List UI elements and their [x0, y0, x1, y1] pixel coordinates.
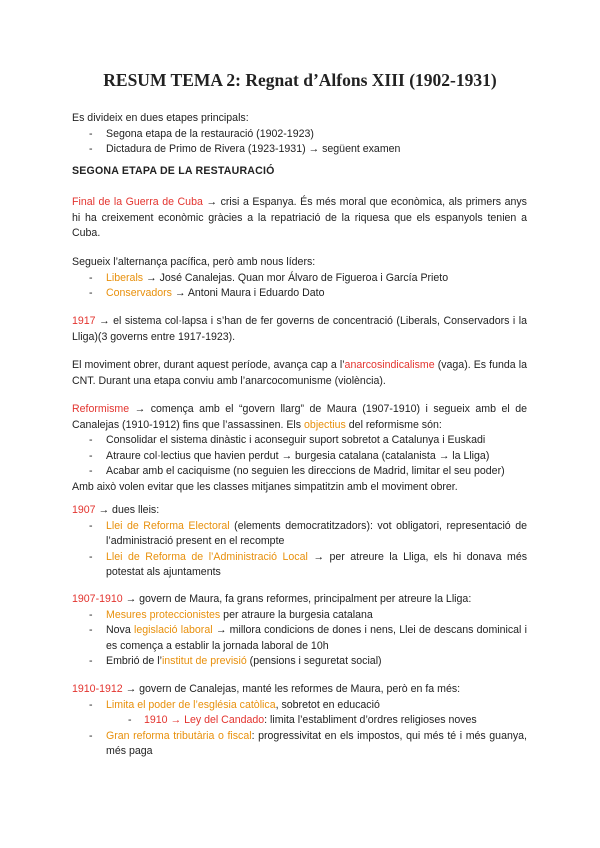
paragraph-text: → govern de Canalejas, manté les reformes de Maura, però en fa més:	[122, 683, 461, 695]
highlight-orange: Llei de Reforma de l’Administració Local	[106, 550, 308, 563]
highlight-orange: legislació laboral	[133, 624, 213, 637]
item-text: → Antoni Maura i Eduardo Dato	[171, 287, 325, 300]
intro-text: Es divideix en dues etapes principals:	[72, 112, 249, 124]
paragraph-reformisme	[72, 402, 527, 496]
highlight-orange: institut de previsió	[161, 655, 247, 668]
paragraph-1917	[72, 314, 527, 345]
list-item	[72, 654, 527, 670]
highlight-red: 1907-1910	[72, 593, 123, 605]
paragraph-text	[72, 402, 527, 433]
leaders-list	[72, 271, 527, 302]
highlight-red: 1910	[144, 714, 168, 727]
highlight-red: Final de la Guerra de Cuba	[72, 196, 203, 208]
highlight-orange: Limita el poder de l’església catòlica	[106, 698, 276, 711]
item-text: (elements democratitzadors): vot obligatori, representació de l’administració present en el recompte	[106, 519, 527, 548]
laws-list	[72, 519, 527, 581]
paragraph-text: → govern de Maura, fa grans reformes, principalment per atreure la Lliga:	[122, 593, 472, 605]
item-text: Embrió de l’	[106, 655, 162, 668]
highlight-orange: Liberals	[106, 271, 144, 284]
list-item	[72, 698, 527, 714]
paragraph-canalejas	[72, 682, 527, 760]
item-text: (pensions i seguretat social)	[246, 655, 382, 668]
list-item	[72, 271, 527, 287]
highlight-red: 1917	[72, 315, 96, 327]
intro-list	[72, 127, 527, 158]
item-text: → millora condicions de dones i nens, Llei de descans dominical i es comença a establir la jornada laboral de 10h	[106, 624, 527, 652]
page-title: RESUM TEMA 2: Regnat d’Alfons XIII (1902-1931)	[103, 70, 497, 90]
list-item	[72, 729, 527, 760]
paragraph-text: → crisi a Espanya. És més moral que econòmica, als primers anys hi ha creixement econòmic gràcies a la repatriació de la riquesa que els espanyols tenien a Cuba.	[72, 196, 527, 240]
paragraph-text: → comença amb el “govern llarg” de Maura (1907-1910) i segueix amb el de Canalejas (1910-1912) fins que l’assassinen. Els	[72, 403, 527, 431]
paragraph-text	[72, 503, 527, 519]
paragraph-tail: Amb això volen evitar que les classes mitjanes simpatitzin amb el moviment obrer.	[72, 480, 458, 493]
paragraph-cuba	[72, 195, 527, 242]
canalejas-reforms-list	[72, 698, 527, 760]
highlight-orange: Conservadors	[106, 287, 172, 300]
item-text: → José Canalejas. Quan mor Álvaro de Figueroa i García Prieto	[143, 271, 449, 284]
list-item: - Acabar amb el caciquisme (no seguien les direccions de Madrid, limitar el seu poder)	[72, 464, 527, 480]
highlight-red: Ley del Candado	[184, 714, 265, 727]
highlight-red: 1907	[72, 504, 96, 516]
paragraph-text: Segueix l’alternança pacífica, però amb nous líders:	[72, 256, 316, 268]
paragraph-text: del reformisme són:	[345, 418, 442, 431]
list-item: - Consolidar el sistema dinàstic i aconseguir suport sobretot a Catalunya i Euskadi	[72, 433, 527, 449]
item-text: , sobretot en educació	[275, 698, 380, 711]
paragraph-text	[72, 592, 527, 608]
paragraph-text: → dues lleis:	[95, 504, 160, 516]
highlight-orange: Gran reforma tributària o fiscal	[106, 729, 252, 742]
list-item	[72, 623, 527, 654]
maura-reforms-list	[72, 608, 527, 670]
paragraph-text: El moviment obrer, durant aquest període, avança cap a l’	[72, 359, 345, 371]
item-text: : limita l’establiment d’ordres religioses noves	[264, 714, 477, 727]
paragraph-1907	[72, 503, 527, 581]
highlight-red: 1910-1912	[72, 683, 123, 695]
item-text: : progressivitat en els impostos, qui més té i més guanya, més paga	[106, 729, 527, 758]
highlight-red: Reformisme	[72, 403, 130, 415]
highlight-red: anarcosindicalisme	[344, 359, 435, 371]
paragraph-moviment-obrer	[72, 358, 527, 389]
item-text: Nova	[106, 624, 134, 637]
list-item	[72, 608, 527, 624]
highlight-orange: Llei de Reforma Electoral	[106, 519, 230, 532]
list-item: - Dictadura de Primo de Rivera (1923-1931) → següent examen	[72, 142, 527, 158]
paragraph-maura	[72, 592, 527, 670]
list-item: - Segona etapa de la restauració (1902-1923)	[72, 127, 527, 143]
item-text: per atraure la burgesia catalana	[220, 608, 373, 621]
section-heading: SEGONA ETAPA DE LA RESTAURACIÓ	[72, 165, 275, 177]
paragraph-alternanca	[72, 255, 527, 302]
list-item	[72, 550, 527, 581]
paragraph-text: → el sistema col·lapsa i s’han de fer governs de concentració (Liberals, Conservadors i la Lliga)(3 governs entre 1917-1923).	[72, 315, 527, 343]
arrow: →	[167, 714, 185, 727]
paragraph-text	[72, 682, 527, 698]
list-item: - Atraure col·lectius que havien perdut → burgesia catalana (catalanista → la Lliga)	[72, 449, 527, 465]
objectives-list	[72, 433, 527, 480]
paragraph-text: (vaga). Es funda la CNT. Durant una etapa conviu amb l’anarcocomunisme (violència).	[72, 359, 527, 387]
highlight-orange: objectius	[304, 418, 346, 431]
highlight-orange: Mesures proteccionistes	[106, 608, 221, 621]
list-item	[72, 519, 527, 550]
list-item	[72, 286, 527, 302]
item-text: → per atreure la Lliga, els hi donava més potestat als ajuntaments	[106, 550, 528, 579]
sub-list-item	[72, 713, 527, 729]
intro-block	[72, 111, 527, 158]
